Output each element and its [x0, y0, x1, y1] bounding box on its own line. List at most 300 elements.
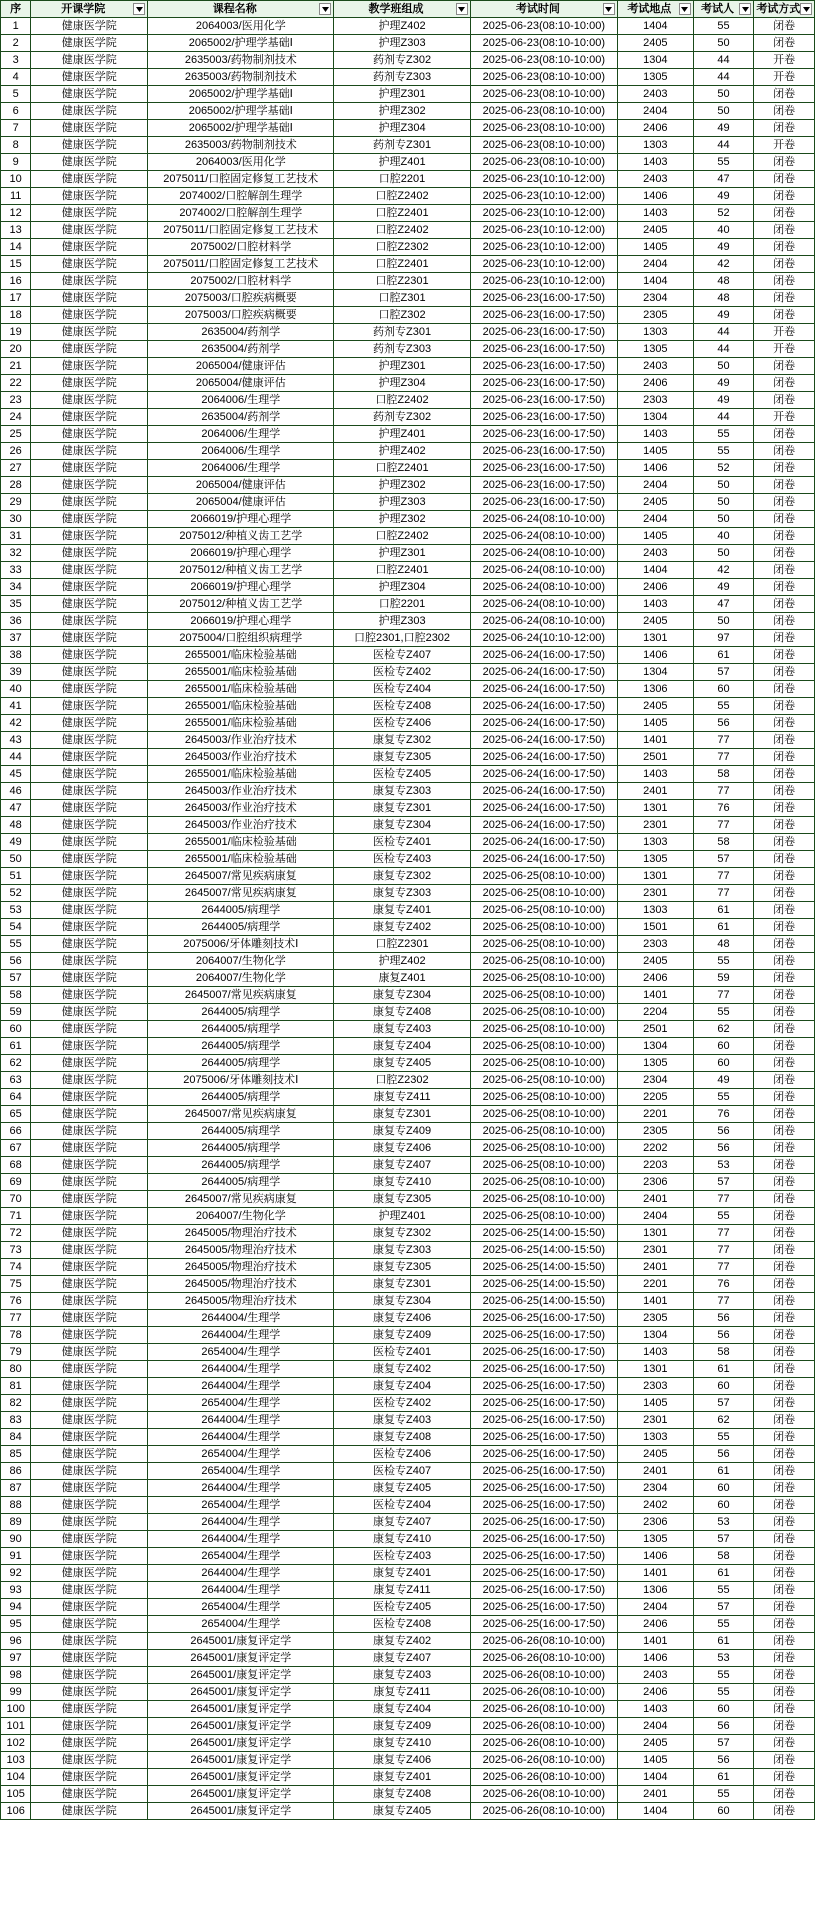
table-row[interactable] [1, 1684, 815, 1701]
cell-college: 健康医学院 [31, 1259, 148, 1276]
cell-college: 健康医学院 [31, 1208, 148, 1225]
table-row[interactable] [1, 290, 815, 307]
cell-class: 医检专Z407 [334, 647, 470, 664]
table-row[interactable] [1, 1803, 815, 1820]
table-row[interactable] [1, 1395, 815, 1412]
table-row[interactable] [1, 120, 815, 137]
cell-seq: 70 [1, 1191, 31, 1208]
cell-college: 健康医学院 [31, 18, 148, 35]
cell-college: 健康医学院 [31, 154, 148, 171]
table-row[interactable] [1, 732, 815, 749]
cell-count: 56 [693, 1123, 754, 1140]
cell-course: 2064006/生理学 [148, 426, 334, 443]
cell-seq: 11 [1, 188, 31, 205]
cell-seq: 76 [1, 1293, 31, 1310]
table-row[interactable] [1, 783, 815, 800]
cell-count: 44 [693, 52, 754, 69]
cell-seq: 85 [1, 1446, 31, 1463]
cell-course: 2635003/药物制剂技术 [148, 69, 334, 86]
cell-class: 康复专Z302 [334, 1225, 470, 1242]
cell-mode: 开卷 [754, 409, 815, 426]
cell-mode: 闭卷 [754, 1446, 815, 1463]
table-row[interactable] [1, 494, 815, 511]
table-row[interactable] [1, 1650, 815, 1667]
cell-mode: 闭卷 [754, 426, 815, 443]
cell-mode: 闭卷 [754, 528, 815, 545]
cell-count: 50 [693, 35, 754, 52]
cell-time: 2025-06-25(08:10-10:00) [470, 1089, 617, 1106]
cell-class: 医检专Z406 [334, 1446, 470, 1463]
cell-seq: 69 [1, 1174, 31, 1191]
cell-time: 2025-06-23(16:00-17:50) [470, 494, 617, 511]
cell-course: 2645001/康复评定学 [148, 1786, 334, 1803]
table-row[interactable] [1, 1429, 815, 1446]
table-row[interactable] [1, 562, 815, 579]
cell-seq: 31 [1, 528, 31, 545]
table-row[interactable] [1, 52, 815, 69]
table-row[interactable] [1, 1701, 815, 1718]
table-row[interactable] [1, 426, 815, 443]
cell-place: 2305 [617, 1310, 693, 1327]
cell-mode: 闭卷 [754, 86, 815, 103]
cell-place: 2501 [617, 1021, 693, 1038]
cell-count: 55 [693, 1089, 754, 1106]
cell-college: 健康医学院 [31, 1429, 148, 1446]
cell-course: 2074002/口腔解剖生理学 [148, 188, 334, 205]
cell-mode: 闭卷 [754, 1565, 815, 1582]
cell-mode: 闭卷 [754, 290, 815, 307]
cell-class: 护理Z304 [334, 375, 470, 392]
cell-class: 康复专Z410 [334, 1735, 470, 1752]
cell-mode: 闭卷 [754, 647, 815, 664]
table-row[interactable] [1, 1497, 815, 1514]
cell-mode: 闭卷 [754, 1684, 815, 1701]
header-time-label: 考试时间 [515, 2, 560, 15]
cell-college: 健康医学院 [31, 817, 148, 834]
table-row[interactable] [1, 851, 815, 868]
cell-course: 2065004/健康评估 [148, 494, 334, 511]
cell-seq: 50 [1, 851, 31, 868]
cell-college: 健康医学院 [31, 120, 148, 137]
cell-place: 2403 [617, 545, 693, 562]
table-row[interactable] [1, 1242, 815, 1259]
cell-course: 2064003/医用化学 [148, 18, 334, 35]
table-row[interactable] [1, 528, 815, 545]
cell-place: 2405 [617, 1735, 693, 1752]
cell-class: 药剂专Z301 [334, 324, 470, 341]
cell-mode: 闭卷 [754, 1616, 815, 1633]
table-row[interactable] [1, 1548, 815, 1565]
cell-course: 2064007/生物化学 [148, 1208, 334, 1225]
cell-class: 康复专Z408 [334, 1004, 470, 1021]
table-row[interactable] [1, 545, 815, 562]
cell-course: 2075003/口腔疾病概要 [148, 307, 334, 324]
cell-college: 健康医学院 [31, 1038, 148, 1055]
cell-seq: 106 [1, 1803, 31, 1820]
table-row[interactable] [1, 1055, 815, 1072]
cell-mode: 闭卷 [754, 103, 815, 120]
table-row[interactable] [1, 154, 815, 171]
table-row[interactable] [1, 698, 815, 715]
cell-place: 2301 [617, 1412, 693, 1429]
cell-time: 2025-06-24(16:00-17:50) [470, 783, 617, 800]
table-row[interactable] [1, 103, 815, 120]
cell-time: 2025-06-25(08:10-10:00) [470, 1038, 617, 1055]
table-row[interactable] [1, 1786, 815, 1803]
filter-dropdown-icon[interactable] [456, 3, 468, 15]
table-row[interactable] [1, 1191, 815, 1208]
cell-count: 50 [693, 477, 754, 494]
cell-time: 2025-06-23(08:10-10:00) [470, 69, 617, 86]
table-row[interactable] [1, 902, 815, 919]
table-row[interactable] [1, 1072, 815, 1089]
cell-course: 2655001/临床检验基础 [148, 851, 334, 868]
filter-dropdown-icon[interactable] [679, 3, 691, 15]
table-row[interactable] [1, 324, 815, 341]
cell-course: 2064006/生理学 [148, 392, 334, 409]
table-row[interactable] [1, 1633, 815, 1650]
cell-count: 60 [693, 681, 754, 698]
cell-count: 55 [693, 1004, 754, 1021]
cell-time: 2025-06-26(08:10-10:00) [470, 1633, 617, 1650]
cell-class: 康复专Z408 [334, 1429, 470, 1446]
table-row[interactable] [1, 1514, 815, 1531]
cell-seq: 30 [1, 511, 31, 528]
cell-seq: 64 [1, 1089, 31, 1106]
filter-dropdown-icon[interactable] [739, 3, 751, 15]
cell-seq: 58 [1, 987, 31, 1004]
cell-place: 2205 [617, 1089, 693, 1106]
cell-seq: 28 [1, 477, 31, 494]
table-row[interactable] [1, 443, 815, 460]
table-row[interactable] [1, 511, 815, 528]
cell-class: 康复专Z403 [334, 1021, 470, 1038]
cell-course: 2645001/康复评定学 [148, 1650, 334, 1667]
table-row[interactable] [1, 885, 815, 902]
table-row[interactable] [1, 375, 815, 392]
header-count [693, 1, 754, 18]
cell-class: 医检专Z404 [334, 681, 470, 698]
table-row[interactable] [1, 392, 815, 409]
cell-mode: 闭卷 [754, 273, 815, 290]
table-row[interactable] [1, 987, 815, 1004]
cell-college: 健康医学院 [31, 1582, 148, 1599]
table-row[interactable] [1, 69, 815, 86]
table-row[interactable] [1, 1021, 815, 1038]
table-row[interactable] [1, 1004, 815, 1021]
table-row[interactable] [1, 1480, 815, 1497]
table-row[interactable] [1, 834, 815, 851]
table-row[interactable] [1, 273, 815, 290]
table-row[interactable] [1, 1463, 815, 1480]
table-row[interactable] [1, 1531, 815, 1548]
table-row[interactable] [1, 35, 815, 52]
cell-class: 康复专Z411 [334, 1684, 470, 1701]
cell-seq: 13 [1, 222, 31, 239]
table-row[interactable] [1, 766, 815, 783]
table-row[interactable] [1, 1123, 815, 1140]
filter-dropdown-icon[interactable] [319, 3, 331, 15]
table-row[interactable] [1, 1310, 815, 1327]
cell-course: 2654004/生理学 [148, 1599, 334, 1616]
table-row[interactable] [1, 1157, 815, 1174]
cell-time: 2025-06-23(10:10-12:00) [470, 205, 617, 222]
table-row[interactable] [1, 613, 815, 630]
cell-time: 2025-06-25(08:10-10:00) [470, 1191, 617, 1208]
cell-seq: 48 [1, 817, 31, 834]
cell-college: 健康医学院 [31, 766, 148, 783]
table-row[interactable] [1, 171, 815, 188]
table-row[interactable] [1, 409, 815, 426]
cell-college: 健康医学院 [31, 1752, 148, 1769]
table-row[interactable] [1, 1276, 815, 1293]
cell-course: 2654004/生理学 [148, 1497, 334, 1514]
cell-class: 康复专Z402 [334, 919, 470, 936]
table-row[interactable] [1, 1752, 815, 1769]
cell-place: 2301 [617, 1242, 693, 1259]
table-row[interactable] [1, 800, 815, 817]
table-row[interactable] [1, 86, 815, 103]
cell-seq: 55 [1, 936, 31, 953]
cell-seq: 63 [1, 1072, 31, 1089]
cell-seq: 14 [1, 239, 31, 256]
table-row[interactable] [1, 477, 815, 494]
cell-class: 医检专Z402 [334, 1395, 470, 1412]
cell-course: 2645007/常见疾病康复 [148, 1106, 334, 1123]
table-row[interactable] [1, 1293, 815, 1310]
cell-count: 77 [693, 732, 754, 749]
table-row[interactable] [1, 1565, 815, 1582]
cell-place: 1404 [617, 273, 693, 290]
cell-college: 健康医学院 [31, 936, 148, 953]
table-row[interactable] [1, 817, 815, 834]
cell-mode: 闭卷 [754, 732, 815, 749]
cell-place: 2306 [617, 1514, 693, 1531]
cell-college: 健康医学院 [31, 715, 148, 732]
cell-mode: 闭卷 [754, 1429, 815, 1446]
cell-course: 2645001/康复评定学 [148, 1701, 334, 1718]
cell-course: 2075012/种植义齿工艺学 [148, 596, 334, 613]
cell-mode: 闭卷 [754, 1259, 815, 1276]
table-row[interactable] [1, 664, 815, 681]
table-row[interactable] [1, 358, 815, 375]
cell-course: 2644005/病理学 [148, 1140, 334, 1157]
table-row[interactable] [1, 1106, 815, 1123]
cell-mode: 闭卷 [754, 800, 815, 817]
table-row[interactable] [1, 1378, 815, 1395]
table-row[interactable] [1, 1089, 815, 1106]
cell-college: 健康医学院 [31, 1191, 148, 1208]
cell-seq: 79 [1, 1344, 31, 1361]
cell-place: 1304 [617, 664, 693, 681]
cell-mode: 闭卷 [754, 494, 815, 511]
cell-time: 2025-06-24(16:00-17:50) [470, 732, 617, 749]
table-row[interactable] [1, 868, 815, 885]
cell-place: 2404 [617, 1599, 693, 1616]
table-row[interactable] [1, 1344, 815, 1361]
table-row[interactable] [1, 1225, 815, 1242]
cell-time: 2025-06-24(16:00-17:50) [470, 834, 617, 851]
cell-seq: 10 [1, 171, 31, 188]
cell-course: 2644004/生理学 [148, 1361, 334, 1378]
filter-dropdown-icon[interactable] [800, 3, 812, 15]
cell-count: 61 [693, 902, 754, 919]
cell-seq: 25 [1, 426, 31, 443]
table-row[interactable] [1, 1616, 815, 1633]
cell-time: 2025-06-25(16:00-17:50) [470, 1616, 617, 1633]
cell-place: 1401 [617, 1565, 693, 1582]
filter-dropdown-icon[interactable] [603, 3, 615, 15]
table-row[interactable] [1, 630, 815, 647]
table-row[interactable] [1, 1140, 815, 1157]
cell-place: 2305 [617, 307, 693, 324]
table-row[interactable] [1, 596, 815, 613]
cell-course: 2654004/生理学 [148, 1344, 334, 1361]
table-row[interactable] [1, 307, 815, 324]
cell-seq: 68 [1, 1157, 31, 1174]
cell-place: 1403 [617, 1701, 693, 1718]
cell-seq: 95 [1, 1616, 31, 1633]
cell-mode: 闭卷 [754, 868, 815, 885]
cell-place: 2406 [617, 579, 693, 596]
cell-time: 2025-06-25(16:00-17:50) [470, 1548, 617, 1565]
cell-college: 健康医学院 [31, 1514, 148, 1531]
table-row[interactable] [1, 1208, 815, 1225]
cell-college: 健康医学院 [31, 545, 148, 562]
cell-college: 健康医学院 [31, 1089, 148, 1106]
cell-course: 2645001/康复评定学 [148, 1684, 334, 1701]
table-row[interactable] [1, 579, 815, 596]
table-row[interactable] [1, 1769, 815, 1786]
cell-college: 健康医学院 [31, 1225, 148, 1242]
table-row[interactable] [1, 1667, 815, 1684]
cell-college: 健康医学院 [31, 1718, 148, 1735]
table-row[interactable] [1, 953, 815, 970]
table-row[interactable] [1, 222, 815, 239]
cell-course: 2644005/病理学 [148, 1123, 334, 1140]
table-row[interactable] [1, 18, 815, 35]
table-row[interactable] [1, 715, 815, 732]
cell-mode: 闭卷 [754, 1242, 815, 1259]
cell-college: 健康医学院 [31, 1633, 148, 1650]
cell-seq: 3 [1, 52, 31, 69]
cell-mode: 闭卷 [754, 307, 815, 324]
cell-seq: 78 [1, 1327, 31, 1344]
cell-time: 2025-06-25(16:00-17:50) [470, 1395, 617, 1412]
cell-count: 60 [693, 1701, 754, 1718]
cell-mode: 闭卷 [754, 1157, 815, 1174]
cell-seq: 51 [1, 868, 31, 885]
cell-place: 2303 [617, 1378, 693, 1395]
cell-place: 1304 [617, 52, 693, 69]
cell-course: 2065004/健康评估 [148, 477, 334, 494]
table-row[interactable] [1, 1446, 815, 1463]
cell-count: 53 [693, 1157, 754, 1174]
cell-seq: 27 [1, 460, 31, 477]
cell-class: 康复专Z411 [334, 1089, 470, 1106]
cell-class: 康复Z401 [334, 970, 470, 987]
table-row[interactable] [1, 1735, 815, 1752]
cell-seq: 22 [1, 375, 31, 392]
cell-course: 2654004/生理学 [148, 1616, 334, 1633]
table-row[interactable] [1, 1174, 815, 1191]
cell-place: 1403 [617, 154, 693, 171]
cell-class: 康复专Z301 [334, 1106, 470, 1123]
table-row[interactable] [1, 239, 815, 256]
cell-college: 健康医学院 [31, 392, 148, 409]
table-row[interactable] [1, 1599, 815, 1616]
table-row[interactable] [1, 749, 815, 766]
cell-time: 2025-06-25(16:00-17:50) [470, 1378, 617, 1395]
table-row[interactable] [1, 1327, 815, 1344]
table-row[interactable] [1, 1718, 815, 1735]
cell-seq: 100 [1, 1701, 31, 1718]
table-row[interactable] [1, 919, 815, 936]
table-row[interactable] [1, 205, 815, 222]
cell-place: 2203 [617, 1157, 693, 1174]
cell-count: 55 [693, 1684, 754, 1701]
table-row[interactable] [1, 460, 815, 477]
cell-place: 2304 [617, 1072, 693, 1089]
table-row[interactable] [1, 188, 815, 205]
cell-class: 康复专Z404 [334, 1378, 470, 1395]
cell-course: 2655001/临床检验基础 [148, 834, 334, 851]
table-row[interactable] [1, 1582, 815, 1599]
cell-mode: 闭卷 [754, 154, 815, 171]
cell-seq: 90 [1, 1531, 31, 1548]
cell-count: 61 [693, 1565, 754, 1582]
table-row[interactable] [1, 1412, 815, 1429]
cell-place: 2304 [617, 290, 693, 307]
cell-place: 1303 [617, 834, 693, 851]
cell-count: 40 [693, 528, 754, 545]
cell-count: 48 [693, 936, 754, 953]
cell-time: 2025-06-25(14:00-15:50) [470, 1259, 617, 1276]
table-row[interactable] [1, 970, 815, 987]
cell-count: 57 [693, 1395, 754, 1412]
cell-mode: 闭卷 [754, 1514, 815, 1531]
cell-seq: 72 [1, 1225, 31, 1242]
table-row[interactable] [1, 341, 815, 358]
cell-place: 2303 [617, 392, 693, 409]
cell-mode: 开卷 [754, 137, 815, 154]
cell-mode: 闭卷 [754, 1327, 815, 1344]
table-row[interactable] [1, 647, 815, 664]
cell-time: 2025-06-26(08:10-10:00) [470, 1803, 617, 1820]
cell-count: 77 [693, 987, 754, 1004]
filter-dropdown-icon[interactable] [133, 3, 145, 15]
cell-course: 2064003/医用化学 [148, 154, 334, 171]
table-row[interactable] [1, 1361, 815, 1378]
table-row[interactable] [1, 256, 815, 273]
cell-place: 2405 [617, 222, 693, 239]
cell-count: 57 [693, 664, 754, 681]
table-row[interactable] [1, 936, 815, 953]
cell-count: 47 [693, 596, 754, 613]
table-row[interactable] [1, 1259, 815, 1276]
table-row[interactable] [1, 681, 815, 698]
cell-place: 1306 [617, 681, 693, 698]
table-row[interactable] [1, 137, 815, 154]
cell-college: 健康医学院 [31, 256, 148, 273]
cell-college: 健康医学院 [31, 1599, 148, 1616]
cell-college: 健康医学院 [31, 1140, 148, 1157]
cell-college: 健康医学院 [31, 358, 148, 375]
cell-mode: 闭卷 [754, 1497, 815, 1514]
table-row[interactable] [1, 1038, 815, 1055]
cell-count: 53 [693, 1650, 754, 1667]
cell-seq: 19 [1, 324, 31, 341]
